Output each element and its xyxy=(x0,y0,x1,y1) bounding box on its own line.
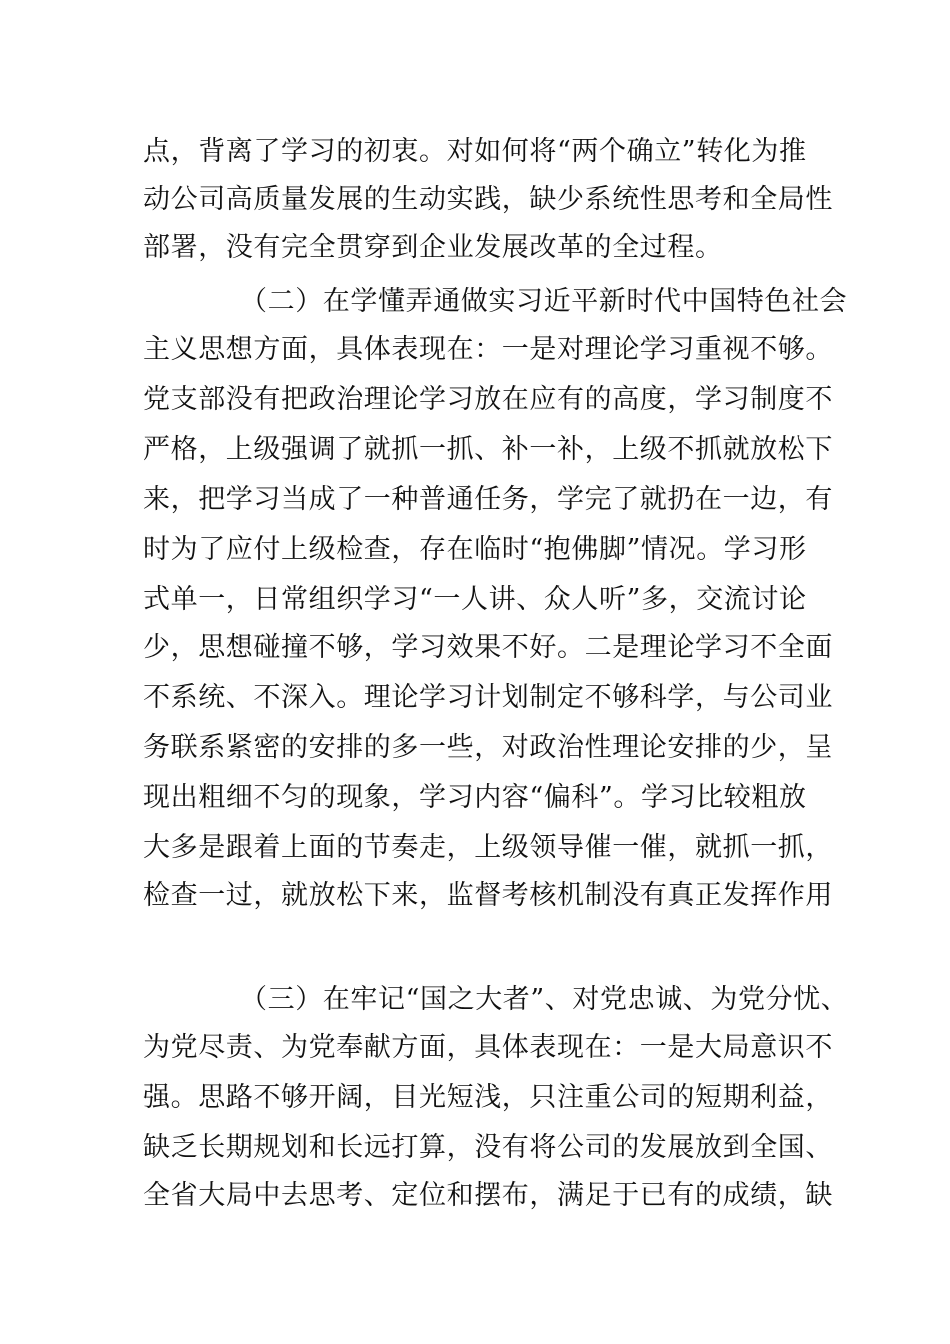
paragraph-line: 式单一，日常组织学习“一人讲、众人听”多，交流讨论 xyxy=(143,584,807,615)
paragraph-line: 强。思路不够开阔，目光短浅，只注重公司的短期利益， xyxy=(143,1082,833,1113)
paragraph-line: 现出粗细不匀的现象，学习内容“偏科”。学习比较粗放 xyxy=(143,782,807,813)
paragraph-line: 为党尽责、为党奉献方面，具体表现在：一是大局意识不 xyxy=(143,1032,833,1063)
paragraph-line: 部署，没有完全贯穿到企业发展改革的全过程。 xyxy=(143,232,723,263)
paragraph-line: 不系统、不深入。理论学习计划制定不够科学，与公司业 xyxy=(143,682,833,713)
paragraph-line: 大多是跟着上面的节奏走，上级领导催一催，就抓一抓， xyxy=(143,832,833,863)
paragraph-line: 时为了应付上级检查，存在临时“抱佛脚”情况。学习形 xyxy=(143,534,807,565)
paragraph-line: 动公司高质量发展的生动实践，缺少系统性思考和全局性 xyxy=(143,184,833,215)
paragraph-line: 务联系紧密的安排的多一些，对政治性理论安排的少，呈 xyxy=(143,732,833,763)
section-heading-line: （二）在学懂弄通做实习近平新时代中国特色社会 xyxy=(240,286,848,317)
paragraph-line: 全省大局中去思考、定位和摆布，满足于已有的成绩，缺 xyxy=(143,1180,833,1211)
paragraph-line: 缺乏长期规划和长远打算，没有将公司的发展放到全国、 xyxy=(143,1132,833,1163)
paragraph-line: 党支部没有把政治理论学习放在应有的高度，学习制度不 xyxy=(143,384,833,415)
paragraph-line: 来，把学习当成了一种普通任务，学完了就扔在一边，有 xyxy=(143,484,833,515)
paragraph-line: 检查一过，就放松下来，监督考核机制没有真正发挥作用 xyxy=(143,880,833,911)
paragraph-line: 点，背离了学习的初衷。对如何将“两个确立”转化为推 xyxy=(143,136,807,167)
paragraph-line: 主义思想方面，具体表现在：一是对理论学习重视不够。 xyxy=(143,334,833,365)
section-heading-line: （三）在牢记“国之大者”、对党忠诚、为党分忧、 xyxy=(240,984,849,1015)
paragraph-line: 严格，上级强调了就抓一抓、补一补，上级不抓就放松下 xyxy=(143,434,833,465)
paragraph-line: 少，思想碰撞不够，学习效果不好。二是理论学习不全面 xyxy=(143,632,833,663)
